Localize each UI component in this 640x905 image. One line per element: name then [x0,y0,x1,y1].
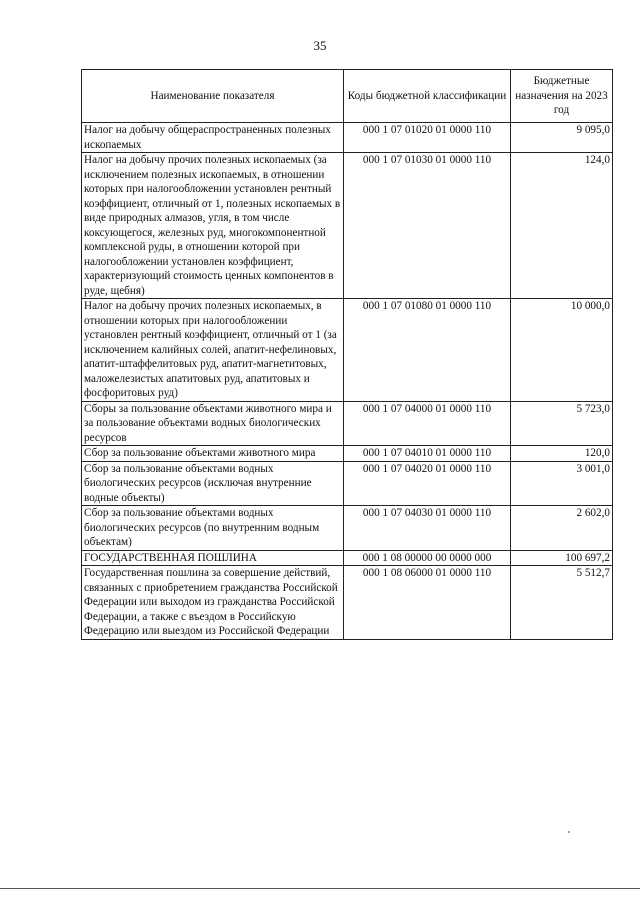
row-name: Сбор за пользование объектами водных биологических ресурсов (по внутренним водным объектам) [82,506,344,551]
table-row [82,461,613,506]
row-code: 000 1 07 04000 01 0000 110 [344,401,511,446]
row-name: Сбор за пользование объектами животного мира [82,446,344,462]
budget-table [81,69,613,640]
row-name: Налог на добычу прочих полезных ископаемых, в отношении которых при налогообложении установлен рентный коэффициент, отличный от 1 (за исключением калийных солей, апатит-нефелиновых, апатит-штаффелитовых руд, апатит-магнетитовых, маложелезистых апатитовых руд, апатитовых и фосфоритовых руд) [82,299,344,402]
row-code: 000 1 07 01080 01 0000 110 [344,299,511,402]
row-amount: 2 602,0 [511,506,613,551]
row-amount: 3 001,0 [511,461,613,506]
row-name: Сбор за пользование объектами водных биологических ресурсов (исключая внутренние водные объекты) [82,461,344,506]
row-amount: 9 095,0 [511,123,613,153]
row-code: 000 1 07 01030 01 0000 110 [344,153,511,299]
table-row [82,566,613,640]
row-code: 000 1 08 00000 00 0000 000 [344,550,511,566]
row-amount: 120,0 [511,446,613,462]
row-amount: 5 512,7 [511,566,613,640]
header-budget-code: Коды бюджетной классификации [344,70,511,123]
row-amount: 124,0 [511,153,613,299]
header-indicator-name: Наименование показателя [82,70,344,123]
table-row [82,123,613,153]
row-name: Налог на добычу общераспространенных полезных ископаемых [82,123,344,153]
row-amount: 5 723,0 [511,401,613,446]
row-code: 000 1 07 04030 01 0000 110 [344,506,511,551]
page-number: 35 [313,38,327,53]
table-row [82,401,613,446]
row-amount: 100 697,2 [511,550,613,566]
row-code: 000 1 08 06000 01 0000 110 [344,566,511,640]
table-row [82,153,613,299]
scan-speck [568,831,570,833]
row-amount: 10 000,0 [511,299,613,402]
row-code: 000 1 07 04010 01 0000 110 [344,446,511,462]
table-row [82,446,613,462]
scan-bottom-rule [0,888,640,889]
header-budget-amount: Бюджетные назначения на 2023 год [511,70,613,123]
row-name: Налог на добычу прочих полезных ископаемых (за исключением полезных ископаемых, в отношении которых при налогообложении установлен рентный коэффициент, отличный от 1, полезных ископаемых в виде природных алмазов, угля, в том числе коксующегося, железных руд, многокомпонентной комплексной руды, в отношении которой при налогообложении установлен коэффициент, характеризующий стоимость ценных компонентов в руде, щебня) [82,153,344,299]
table-header-row [82,70,613,123]
table-row [82,299,613,402]
row-code: 000 1 07 01020 01 0000 110 [344,123,511,153]
table-row [82,550,613,566]
row-name: ГОСУДАРСТВЕННАЯ ПОШЛИНА [82,550,344,566]
table-row [82,506,613,551]
row-name: Сборы за пользование объектами животного мира и за пользование объектами водных биологических ресурсов [82,401,344,446]
row-code: 000 1 07 04020 01 0000 110 [344,461,511,506]
row-name: Государственная пошлина за совершение действий, связанных с приобретением гражданства Российской Федерации или выходом из гражданства Российской Федерации, а также с въездом в Российскую Федерацию или выездом из Российской Федерации [82,566,344,640]
